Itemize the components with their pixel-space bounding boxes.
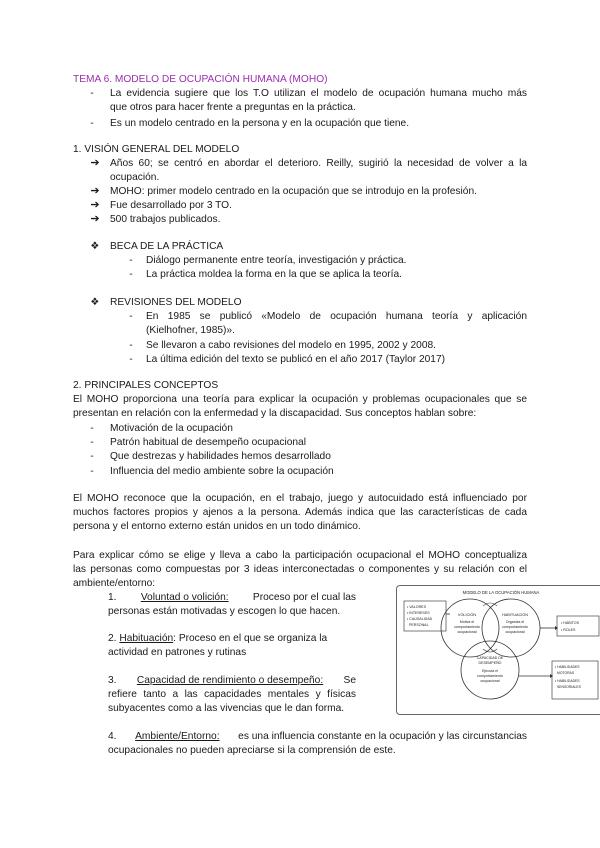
dash-bullet: - — [129, 354, 133, 365]
item-text: ocupacionales no pueden apreciarse si la comprensión de este. — [108, 745, 396, 756]
diagram-label: MOTORAS — [557, 671, 575, 675]
diagram-label: DESEMPEÑO — [478, 661, 502, 665]
subheading-beca: BECA DE LA PRÁCTICA — [110, 241, 224, 252]
diagram-label: • HABILIDADES — [555, 679, 580, 683]
diamond-bullet-icon: ❖ — [90, 241, 100, 252]
diagram-label: ocupacional — [480, 679, 500, 683]
diagram-label: • HÁBITOS — [561, 621, 579, 625]
dash-bullet: - — [90, 466, 94, 477]
dash-bullet: - — [90, 88, 94, 99]
term-desempeno: Capacidad de rendimiento o desempeño: — [136, 675, 324, 686]
item-number: 4. — [108, 731, 117, 742]
term-ambiente: Ambiente/Entorno: — [135, 731, 220, 742]
beca-item: La práctica moldea la forma en la que se aplica la teoría. — [146, 269, 402, 280]
diagram-label: • CAUSALIDAD — [407, 617, 433, 621]
revision-item: (Kielhofner, 1985)». — [146, 325, 235, 336]
item-text: Se — [343, 675, 356, 686]
arrow-item: Años 60; se centró en abordar el deterioro. Reilly, sugirió la necesidad de volver a la — [110, 158, 527, 169]
subheading-revisiones: REVISIONES DEL MODELO — [110, 297, 242, 308]
diagram-label: comportamiento — [477, 674, 503, 678]
item-text: : Proceso en el que se organiza la — [173, 633, 328, 644]
dash-bullet: - — [129, 269, 133, 280]
diagram-label: ocupacional — [505, 630, 525, 634]
dash-bullet: - — [129, 255, 133, 266]
numbered-item-3 — [108, 674, 356, 687]
item-text: actividad en patrones y rutinas — [108, 647, 247, 658]
item-text: personas están motivadas y escogen lo que hacen. — [108, 606, 341, 617]
item-number: 2. — [108, 633, 117, 644]
diagram-arrowhead — [555, 626, 558, 630]
arrow-item: Fue desarrollado por 3 TO. — [110, 200, 232, 211]
diagram-label: PERSONAL — [409, 623, 429, 627]
revision-item: La última edición del texto se publicó en el año 2017 (Taylor 2017) — [146, 354, 446, 365]
term-volicion: Voluntad o volición: — [140, 592, 229, 603]
habits-box — [557, 616, 599, 636]
diagram-label: • VALORES — [407, 605, 426, 609]
diagram-label: • HABILIDADES — [555, 665, 580, 669]
numbered-item-1 — [108, 591, 356, 604]
item-text: Proceso por el cual las — [252, 592, 356, 603]
paragraph-line: ambiente/entorno: — [73, 578, 156, 589]
moho-diagram — [396, 585, 600, 715]
paragraph-line: las personas como compuestas por 3 ideas interconectadas o componentes y su relación con el — [73, 564, 527, 575]
paragraph-line: El MOHO proporciona una teoría para explicar la ocupación y problemas ocupacionales que se — [73, 394, 527, 405]
diagram-label: Organiza el — [505, 620, 525, 624]
numbered-item-4 — [108, 730, 527, 743]
dash-bullet: - — [129, 311, 133, 322]
diagram-label: CAPACIDAD DE — [476, 656, 504, 660]
item-text: refiere tanto a las capacidades mentales y físicas — [108, 689, 356, 700]
diagram-label: comportamiento — [502, 625, 528, 629]
diagram-title: MODELO DE LA OCUPACIÓN HUMANA — [462, 590, 540, 595]
intro-line: La evidencia sugiere que los T.O utilizan el modelo de ocupación humana mucho más — [110, 88, 527, 99]
diagram-label: comportamiento — [454, 625, 480, 629]
paragraph-line: Para explicar cómo se elige y lleva a cabo la participación ocupacional el MOHO conceptualiza — [73, 550, 527, 561]
section-heading: 1. VISIÓN GENERAL DEL MODELO — [73, 144, 240, 155]
intro-line: que otros para hacer frente a preguntas en la práctica. — [110, 102, 356, 113]
diagram-label: Ejecuta el — [482, 669, 498, 673]
dash-bullet: - — [90, 451, 94, 462]
paragraph-line: presentan en relación con la enfermedad y la discapacidad. Sus conceptos hablan sobre: — [73, 408, 477, 419]
concept-item: Influencia del medio ambiente sobre la ocupación — [110, 466, 334, 477]
diagram-label: ocupacional — [457, 630, 477, 634]
dash-bullet: - — [90, 437, 94, 448]
beca-item: Diálogo permanente entre teoría, investigación y práctica. — [146, 255, 407, 266]
arrow-item: 500 trabajos publicados. — [110, 214, 221, 225]
diagram-label: VOLICIÓN — [457, 613, 477, 617]
diagram-label: • ROLES — [561, 628, 576, 632]
arrow-right-icon: ➔ — [90, 157, 100, 169]
arrow-item: MOHO: primer modelo centrado en la ocupación que se introdujo en la profesión. — [110, 186, 477, 197]
dash-bullet: - — [129, 340, 133, 351]
arrow-right-icon: ➔ — [90, 185, 100, 197]
diagram-label: SENSORIALES — [557, 685, 581, 689]
paragraph-line: persona y el entorno externo están unidos en un todo dinámico. — [73, 521, 361, 532]
paragraph-line: muchos factores propios y ajenos a la persona. Además indica que las características de cada — [73, 507, 527, 518]
item-number: 3. — [108, 675, 117, 686]
arrow-right-icon: ➔ — [90, 199, 100, 211]
moho-diagram-svg — [397, 586, 600, 714]
page-title: TEMA 6. MODELO DE OCUPACIÓN HUMANA (MOHO) — [73, 74, 328, 85]
diamond-bullet-icon: ❖ — [90, 297, 100, 308]
paragraph-line: El MOHO reconoce que la ocupación, en el trabajo, juego y autocuidado está influenciado por — [73, 493, 527, 504]
arrow-item: ocupación. — [110, 172, 160, 183]
arrow-right-icon: ➔ — [90, 213, 100, 225]
item-text: subyacentes como a las vivencias que le dan forma. — [108, 703, 345, 714]
diagram-label: Motiva el — [459, 620, 475, 624]
item-text: es una influencia constante en la ocupación y las circunstancias — [238, 731, 527, 742]
concept-item: Que destrezas y habilidades hemos desarrollado — [110, 451, 331, 462]
item-number: 1. — [108, 592, 117, 603]
revision-item: Se llevaron a cabo revisiones del modelo en 1995, 2002 y 2008. — [146, 340, 436, 351]
concept-item: Motivación de la ocupación — [110, 423, 233, 434]
dash-bullet: - — [90, 118, 94, 129]
dash-bullet: - — [90, 423, 94, 434]
revision-item: En 1985 se publicó «Modelo de ocupación humana teoría y aplicación — [146, 311, 527, 322]
diagram-arrowhead — [550, 674, 553, 678]
intro-line: Es un modelo centrado en la persona y en la ocupación que tiene. — [110, 118, 410, 129]
term-habituacion: Habituación — [119, 633, 174, 644]
concept-item: Patrón habitual de desempeño ocupacional — [110, 437, 306, 448]
diagram-label: • INTERESES — [407, 611, 430, 615]
numbered-item-2 — [108, 632, 356, 645]
diagram-label: HABITUACIÓN — [502, 613, 528, 617]
section-heading: 2. PRINCIPALES CONCEPTOS — [73, 380, 219, 391]
